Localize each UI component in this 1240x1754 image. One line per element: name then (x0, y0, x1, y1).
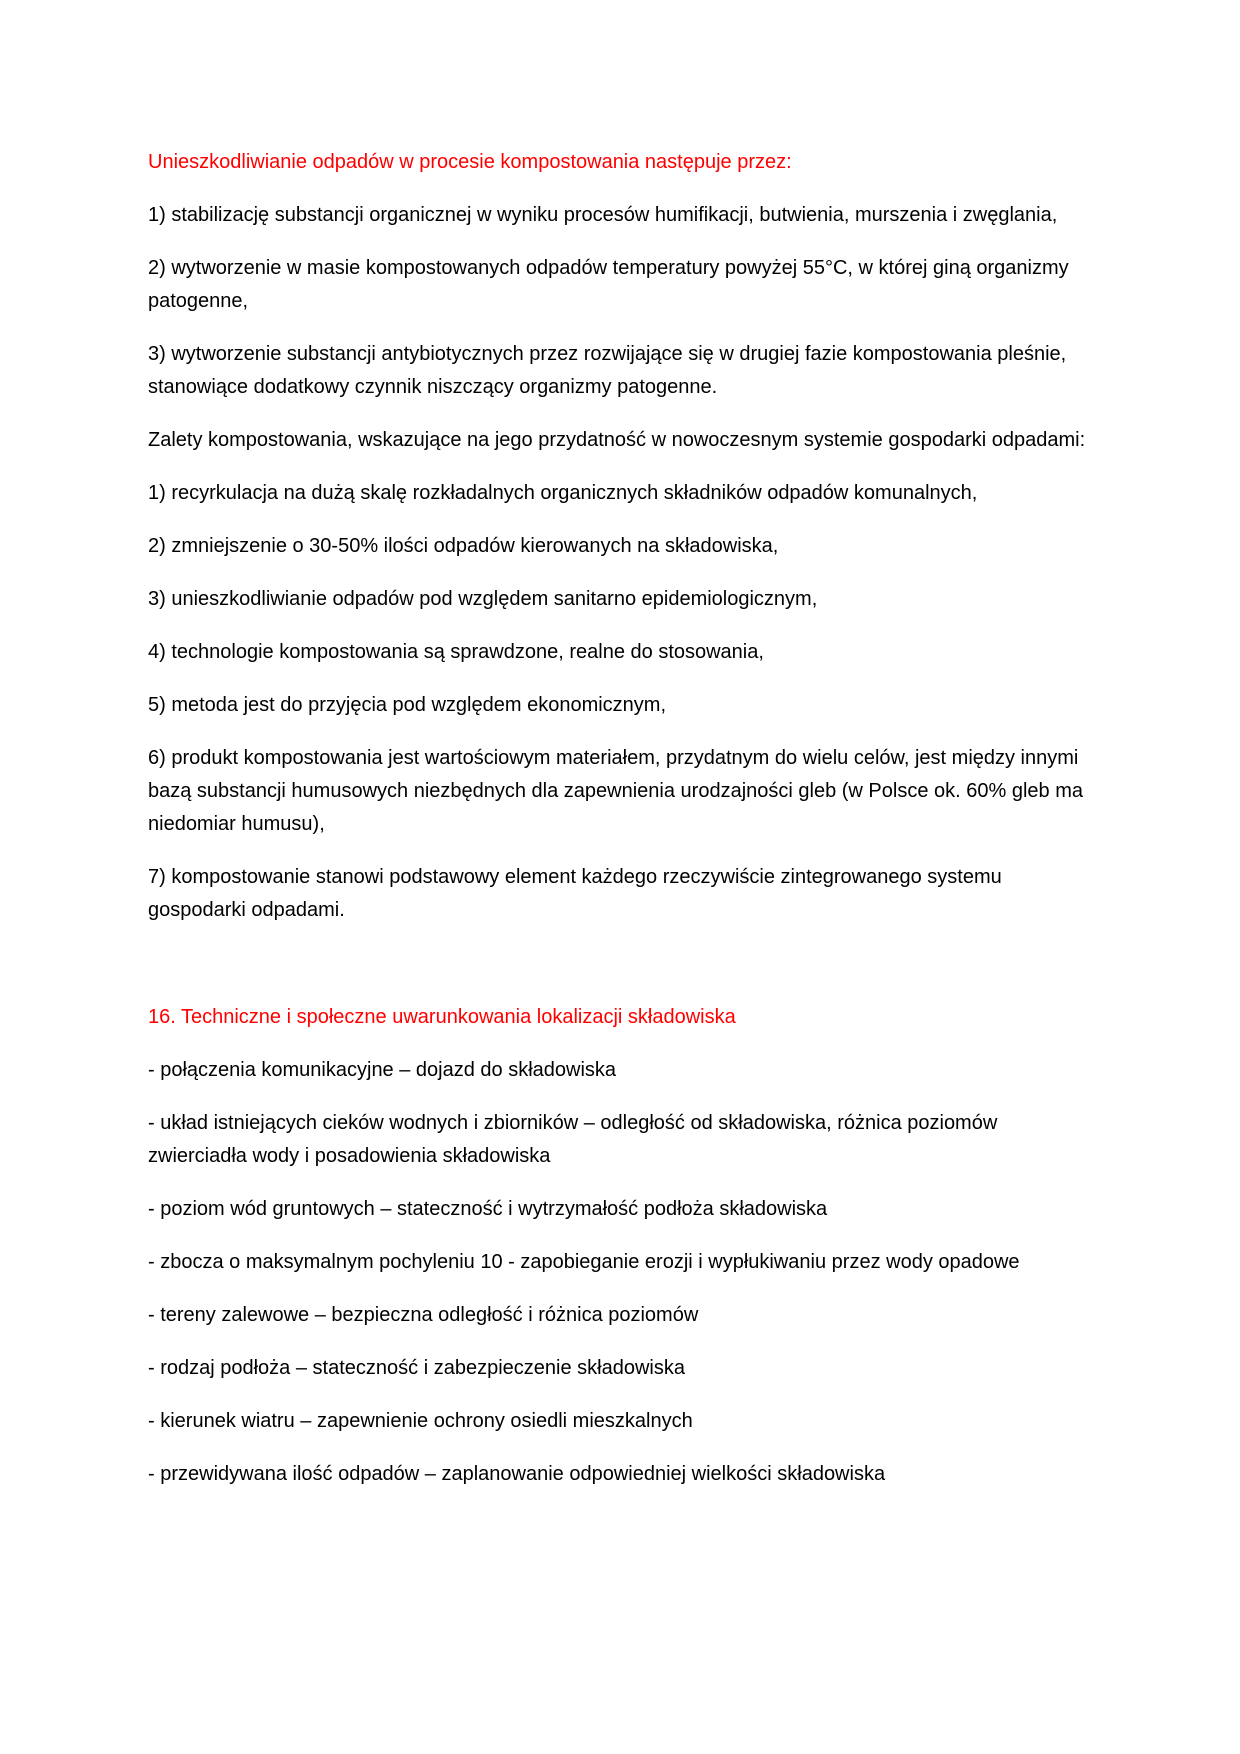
document-page (148, 146, 1098, 1511)
list-item: 3) unieszkodliwianie odpadów pod względem sanitarno epidemiologicznym, (148, 588, 818, 610)
list-item: - zbocza o maksymalnym pochyleniu 10 - zapobieganie erozji i wypłukiwaniu przez wody opadowe (148, 1251, 1020, 1273)
section-intro-advantages: Zalety kompostowania, wskazujące na jego przydatność w nowoczesnym systemie gospodarki odpadami: (148, 429, 1086, 451)
list-item: - rodzaj podłoża – stateczność i zabezpieczenie składowiska (148, 1357, 685, 1379)
list-item: 2) wytworzenie w masie kompostowanych odpadów temperatury powyżej 55°C, w której giną organizmy patogenne, (148, 257, 1069, 312)
list-item: - połączenia komunikacyjne – dojazd do składowiska (148, 1059, 617, 1081)
list-item: - układ istniejących cieków wodnych i zbiorników – odległość od składowiska, różnica poziomów zwierciadła wody i posadowienia składowiska (148, 1112, 998, 1167)
list-item: - przewidywana ilość odpadów – zaplanowanie odpowiedniej wielkości składowiska (148, 1463, 886, 1485)
list-item: 2) zmniejszenie o 30-50% ilości odpadów kierowanych na składowiska, (148, 535, 779, 557)
list-item: - kierunek wiatru – zapewnienie ochrony osiedli mieszkalnych (148, 1410, 693, 1432)
list-item: 7) kompostowanie stanowi podstawowy element każdego rzeczywiście zintegrowanego systemu gospodarki odpadami. (148, 866, 1002, 921)
list-item: - tereny zalewowe – bezpieczna odległość i różnica poziomów (148, 1304, 699, 1326)
section-spacer (148, 947, 1098, 1001)
list-item: 4) technologie kompostowania są sprawdzone, realne do stosowania, (148, 641, 764, 663)
list-item: 3) wytworzenie substancji antybiotycznych przez rozwijające się w drugiej fazie kompostowania pleśnie, stanowiące dodatkowy czynnik niszczący organizmy patogenne. (148, 343, 1067, 398)
list-item: 1) stabilizację substancji organicznej w wyniku procesów humifikacji, butwienia, murszenia i zwęglania, (148, 204, 1058, 226)
list-item: 5) metoda jest do przyjęcia pod względem ekonomicznym, (148, 694, 667, 716)
list-item: 1) recyrkulacja na dużą skalę rozkładalnych organicznych składników odpadów komunalnych, (148, 482, 978, 504)
list-item: - poziom wód gruntowych – stateczność i wytrzymałość podłoża składowiska (148, 1198, 828, 1220)
section-heading-landfill: 16. Techniczne i społeczne uwarunkowania lokalizacji składowiska (148, 1006, 736, 1028)
list-item: 6) produkt kompostowania jest wartościowym materiałem, przydatnym do wielu celów, jest między innymi bazą substancji humusowych niezbędnych dla zapewnienia urodzajności gleb (w Polsce ok. 60% gleb ma niedomiar humusu), (148, 747, 1083, 835)
section-heading-composting: Unieszkodliwianie odpadów w procesie kompostowania następuje przez: (148, 151, 792, 173)
